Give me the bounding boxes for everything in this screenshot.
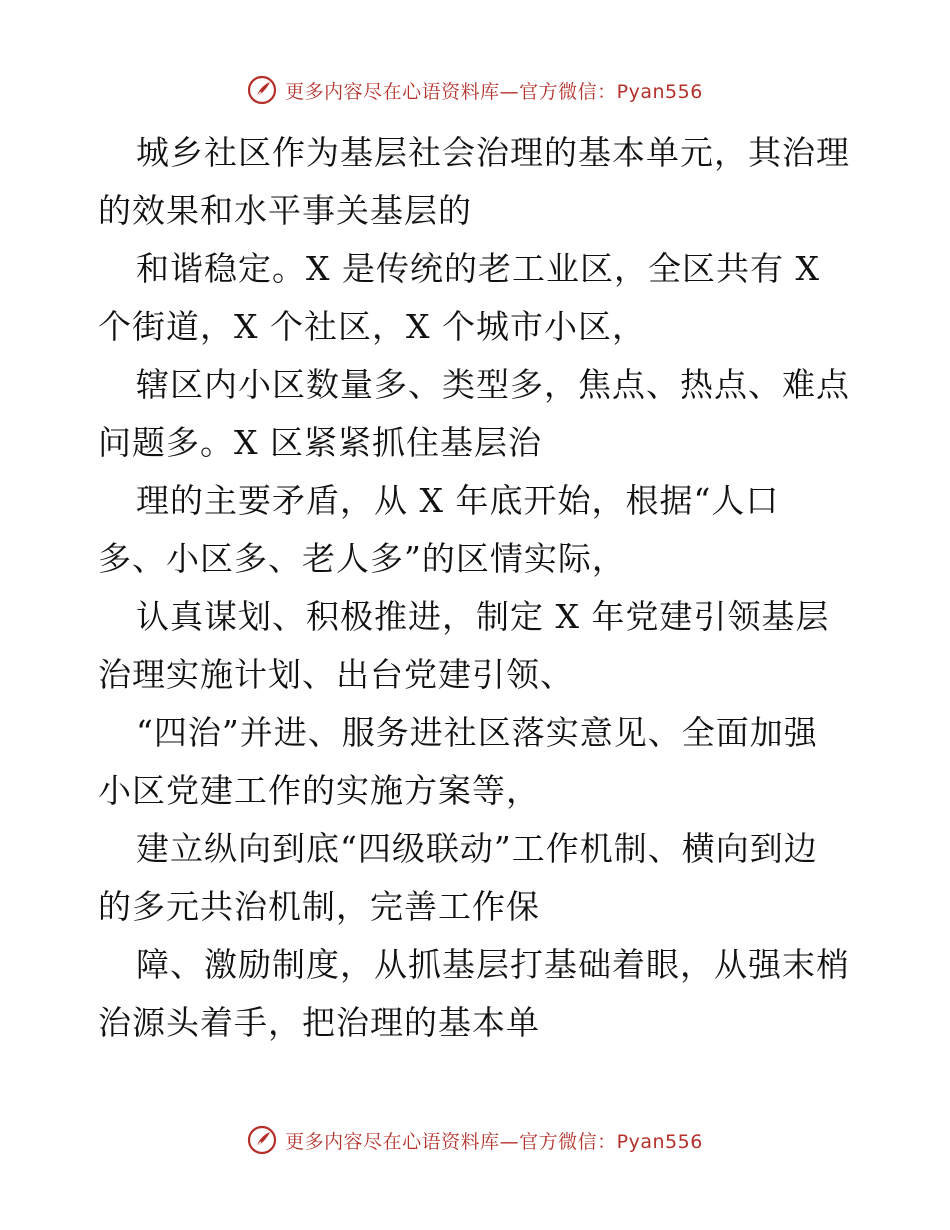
header-watermark-text: 更多内容尽在心语资料库—官方微信：Pyan556 xyxy=(285,80,703,103)
feather-quill-icon xyxy=(247,1125,277,1155)
paragraph xyxy=(98,472,858,588)
paragraph-line: 认真谋划、积极推进，制定 X 年党建引领基层 xyxy=(136,597,830,636)
paragraph-line: 城乡社区作为基层社会治理的基本单元，其治理 xyxy=(136,133,850,172)
paragraph-line: “四治”并进、服务进社区落实意见、全面加强 xyxy=(136,713,818,752)
document-body xyxy=(98,124,858,1052)
paragraph xyxy=(98,356,858,472)
paragraph-line: 小区党建工作的实施方案等， xyxy=(98,771,540,810)
paragraph xyxy=(98,704,858,820)
paragraph-line: 问题多。X 区紧紧抓住基层治 xyxy=(98,423,542,462)
paragraph-line: 理的主要矛盾，从 X 年底开始，根据“人口 xyxy=(136,481,780,520)
paragraph-line: 建立纵向到底“四级联动”工作机制、横向到边 xyxy=(136,829,818,868)
paragraph-line: 多、小区多、老人多”的区情实际， xyxy=(98,539,626,578)
paragraph-line: 和谐稳定。X 是传统的老工业区，全区共有 X xyxy=(136,249,820,288)
paragraph xyxy=(98,124,858,240)
feather-quill-icon xyxy=(247,75,277,105)
paragraph-line: 的效果和水平事关基层的 xyxy=(98,191,472,230)
paragraph-line: 障、激励制度，从抓基层打基础着眼，从强末梢 xyxy=(136,945,850,984)
paragraph xyxy=(98,240,858,356)
footer-watermark xyxy=(0,1120,950,1160)
paragraph-line: 治源头着手，把治理的基本单 xyxy=(98,1003,540,1042)
paragraph xyxy=(98,936,858,1052)
paragraph-line: 个街道，X 个社区，X 个城市小区， xyxy=(98,307,646,346)
paragraph xyxy=(98,820,858,936)
paragraph-line: 的多元共治机制，完善工作保 xyxy=(98,887,540,926)
paragraph-line: 辖区内小区数量多、类型多，焦点、热点、难点 xyxy=(136,365,850,404)
footer-watermark-text: 更多内容尽在心语资料库—官方微信：Pyan556 xyxy=(285,1130,703,1153)
paragraph-line: 治理实施计划、出台党建引领、 xyxy=(98,655,574,694)
header-watermark xyxy=(0,70,950,110)
paragraph xyxy=(98,588,858,704)
